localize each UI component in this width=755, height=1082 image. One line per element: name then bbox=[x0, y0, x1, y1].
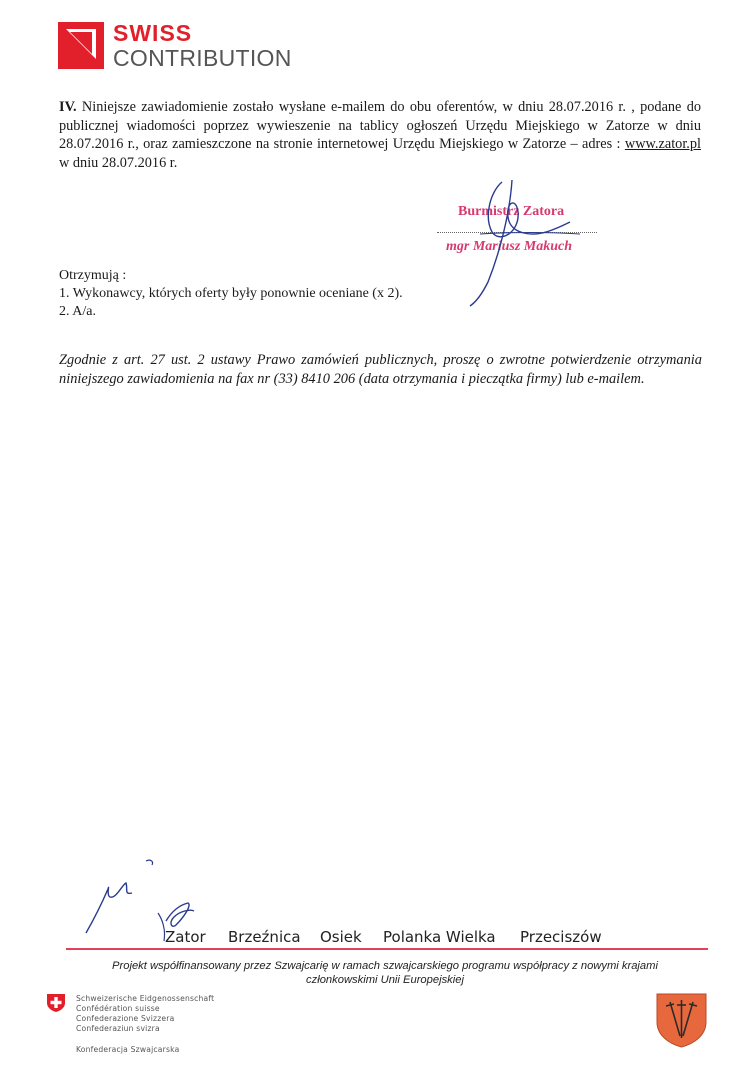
municipality-osiek: Osiek bbox=[320, 928, 362, 946]
confirmation-notice: Zgodnie z art. 27 ust. 2 ustawy Prawo zamówień publicznych, proszę o zwrotne potwierdzenie otrzymania niniejszego zawiadomienia na fax nr (33) 8410 206 (data otrzymania i pieczątka firmy) lub e-mailem. bbox=[59, 352, 702, 387]
municipality-polanka-wielka: Polanka Wielka bbox=[383, 928, 496, 946]
confederation-name-pl: Konfederacja Szwajcarska bbox=[76, 1045, 180, 1054]
municipality-zator: Zator bbox=[165, 928, 206, 946]
recipients-title: Otrzymują : bbox=[59, 268, 127, 283]
confederation-name-rm: Confederaziun svizra bbox=[76, 1024, 160, 1033]
confederation-name-it: Confederazione Svizzera bbox=[76, 1014, 175, 1023]
swiss-contribution-logo-icon bbox=[58, 22, 104, 69]
section-iv-paragraph bbox=[59, 98, 701, 172]
stamp-name: mgr Mariusz Makuch bbox=[446, 239, 573, 254]
logo-text-swiss: SWISS bbox=[113, 20, 193, 46]
recipient-item: 2. A/a. bbox=[59, 304, 96, 319]
swiss-flag-icon bbox=[46, 993, 66, 1013]
project-note-line-1: Projekt współfinansowany przez Szwajcarię w ramach szwajcarskiego programu współpracy z nowymi krajami bbox=[112, 960, 658, 972]
logo-text-contribution: CONTRIBUTION bbox=[113, 45, 292, 71]
project-funding-note bbox=[60, 959, 710, 987]
website-link[interactable]: www.zator.pl bbox=[624, 136, 701, 152]
stamp-title: Burmistrz Zatora bbox=[458, 204, 565, 219]
confederation-name-de: Schweizerische Eidgenossenschaft bbox=[76, 994, 215, 1003]
section-iv-numeral: IV. bbox=[59, 99, 77, 115]
mayor-signature-icon bbox=[440, 172, 590, 312]
recipient-item: 1. Wykonawcy, których oferty były ponownie oceniane (x 2). bbox=[59, 286, 403, 301]
section-iv-text-end: w dniu 28.07.2016 r. bbox=[59, 154, 178, 171]
municipality-przeciszow: Przeciszów bbox=[520, 928, 602, 946]
project-note-line-2: członkowskimi Unii Europejskiej bbox=[306, 974, 464, 986]
section-iv-text: Niniejsze zawiadomienie zostało wysłane e-mailem do obu oferentów, w dniu 28.07.2016 r. , podane do publicznej wiadomości poprzez wywieszenie na tablicy ogłoszeń Urzędu Miejskiego w Zatorze w dniu 28.07.2016 r., oraz zamieszczone na stronie internetowej Urzędu Miejskiego w Zatorze – adres : bbox=[59, 99, 701, 152]
zator-coat-of-arms-icon bbox=[655, 992, 708, 1048]
footer-divider bbox=[66, 948, 708, 950]
municipality-brzeznica: Brzeźnica bbox=[228, 928, 301, 946]
confederation-name-fr: Confédération suisse bbox=[76, 1004, 160, 1013]
